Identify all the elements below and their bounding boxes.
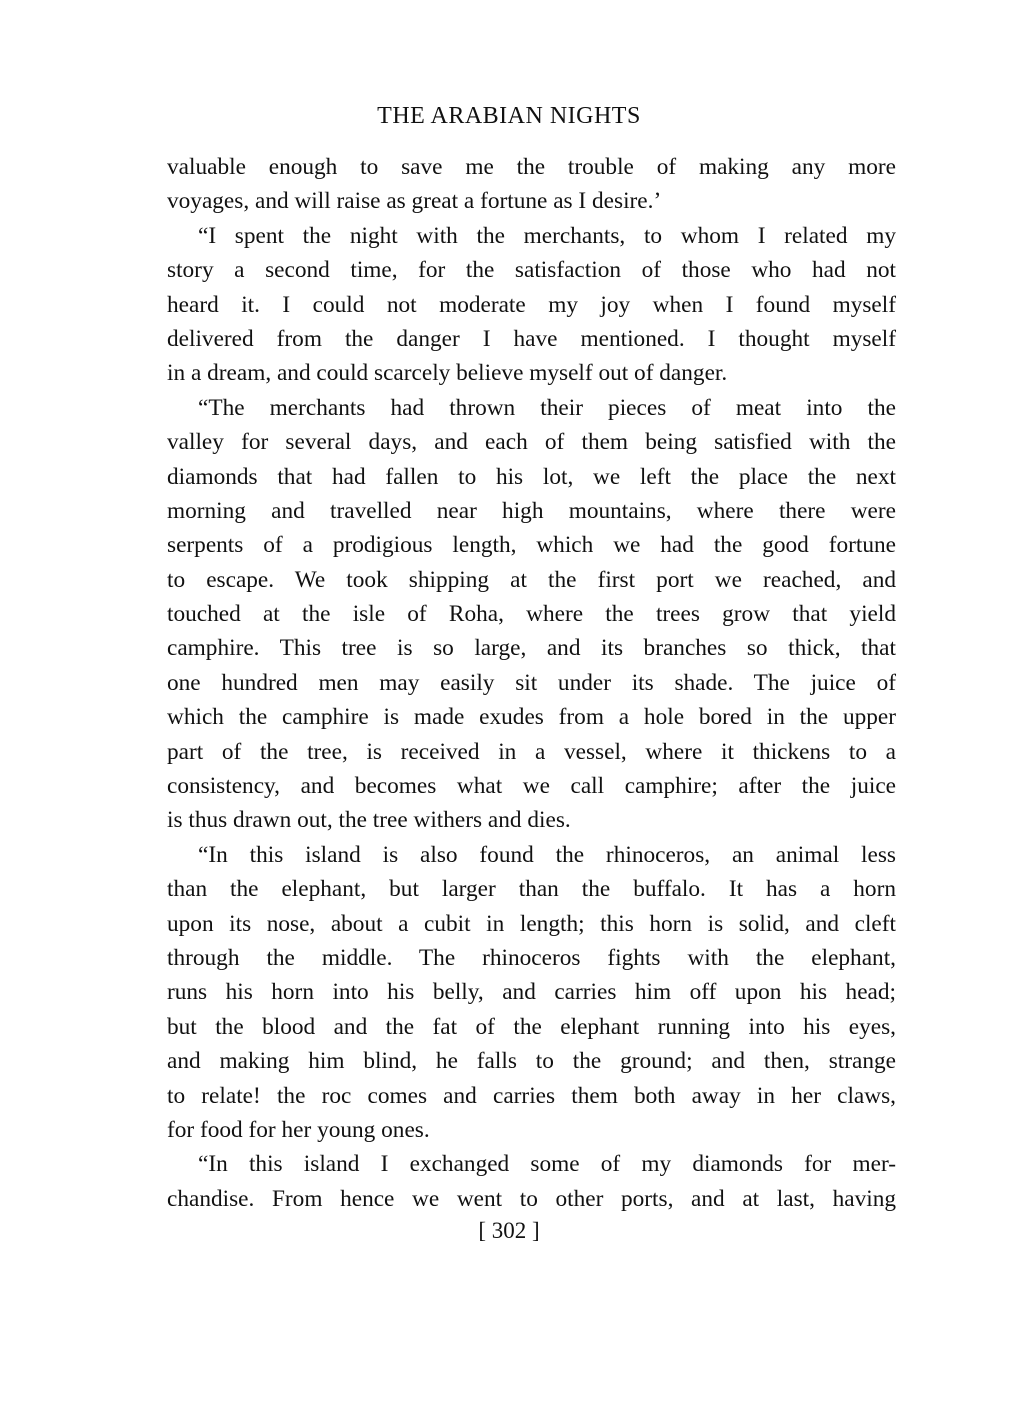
text-line: “In this island is also found the rhinoceros, an animal less — [198, 841, 896, 868]
text-line: “The merchants had thrown their pieces of meat into the — [198, 394, 896, 421]
text-line: story a second time, for the satisfaction of those who had not — [167, 257, 896, 284]
text-line: to relate! the roc comes and carries them both away in her claws, — [167, 1082, 896, 1109]
text-line: touched at the isle of Roha, where the trees grow that yield — [167, 601, 896, 628]
text-line: to escape. We took shipping at the first port we reached, and — [167, 566, 896, 593]
text-line: through the middle. The rhinoceros fights with the elephant, — [167, 944, 896, 971]
text-line: camphire. This tree is so large, and its branches so thick, that — [167, 635, 896, 662]
paragraph — [167, 219, 896, 391]
text-line: valuable enough to save me the trouble of making any more — [167, 154, 896, 180]
text-line: part of the tree, is received in a vessel, where it thickens to a — [167, 738, 896, 765]
text-line: diamonds that had fallen to his lot, we left the place the next — [167, 463, 896, 490]
text-line: is thus drawn out, the tree withers and dies. — [167, 807, 571, 834]
text-line: consistency, and becomes what we call camphire; after the juice — [167, 773, 896, 800]
text-line: serpents of a prodigious length, which we had the good fortune — [167, 532, 896, 559]
text-line: chandise. From hence we went to other ports, and at last, having — [167, 1185, 896, 1212]
paragraph — [167, 150, 896, 219]
text-line: valley for several days, and each of them being satisfied with the — [167, 429, 896, 456]
text-line: in a dream, and could scarcely believe myself out of danger. — [167, 360, 728, 387]
text-line: one hundred men may easily sit under its shade. The juice of — [167, 669, 896, 696]
paragraph — [167, 1147, 896, 1216]
text-line: heard it. I could not moderate my joy when I found myself — [167, 291, 896, 318]
text-line: for food for her young ones. — [167, 1116, 430, 1143]
body-text — [167, 150, 896, 1216]
text-line: “I spent the night with the merchants, to whom I related my — [198, 222, 896, 249]
running-head: THE ARABIAN NIGHTS — [377, 103, 641, 129]
text-line: morning and travelled near high mountains, where there were — [167, 497, 896, 524]
text-line: which the camphire is made exudes from a hole bored in the upper — [167, 704, 896, 731]
text-line: but the blood and the fat of the elephant running into his eyes, — [167, 1013, 896, 1040]
text-line: than the elephant, but larger than the buffalo. It has a horn — [167, 876, 896, 903]
text-line: runs his horn into his belly, and carries him off upon his head; — [167, 979, 896, 1006]
text-line: and making him blind, he falls to the ground; and then, strange — [167, 1048, 896, 1075]
text-line: upon its nose, about a cubit in length; this horn is solid, and cleft — [167, 910, 896, 937]
text-line: “In this island I exchanged some of my diamonds for mer- — [198, 1151, 896, 1178]
page-number: [ 302 ] — [478, 1218, 540, 1243]
paragraph — [167, 838, 896, 1148]
paragraph — [167, 391, 896, 838]
text-line: voyages, and will raise as great a fortune as I desire.’ — [167, 188, 662, 215]
text-line: delivered from the danger I have mentioned. I thought myself — [167, 325, 896, 352]
